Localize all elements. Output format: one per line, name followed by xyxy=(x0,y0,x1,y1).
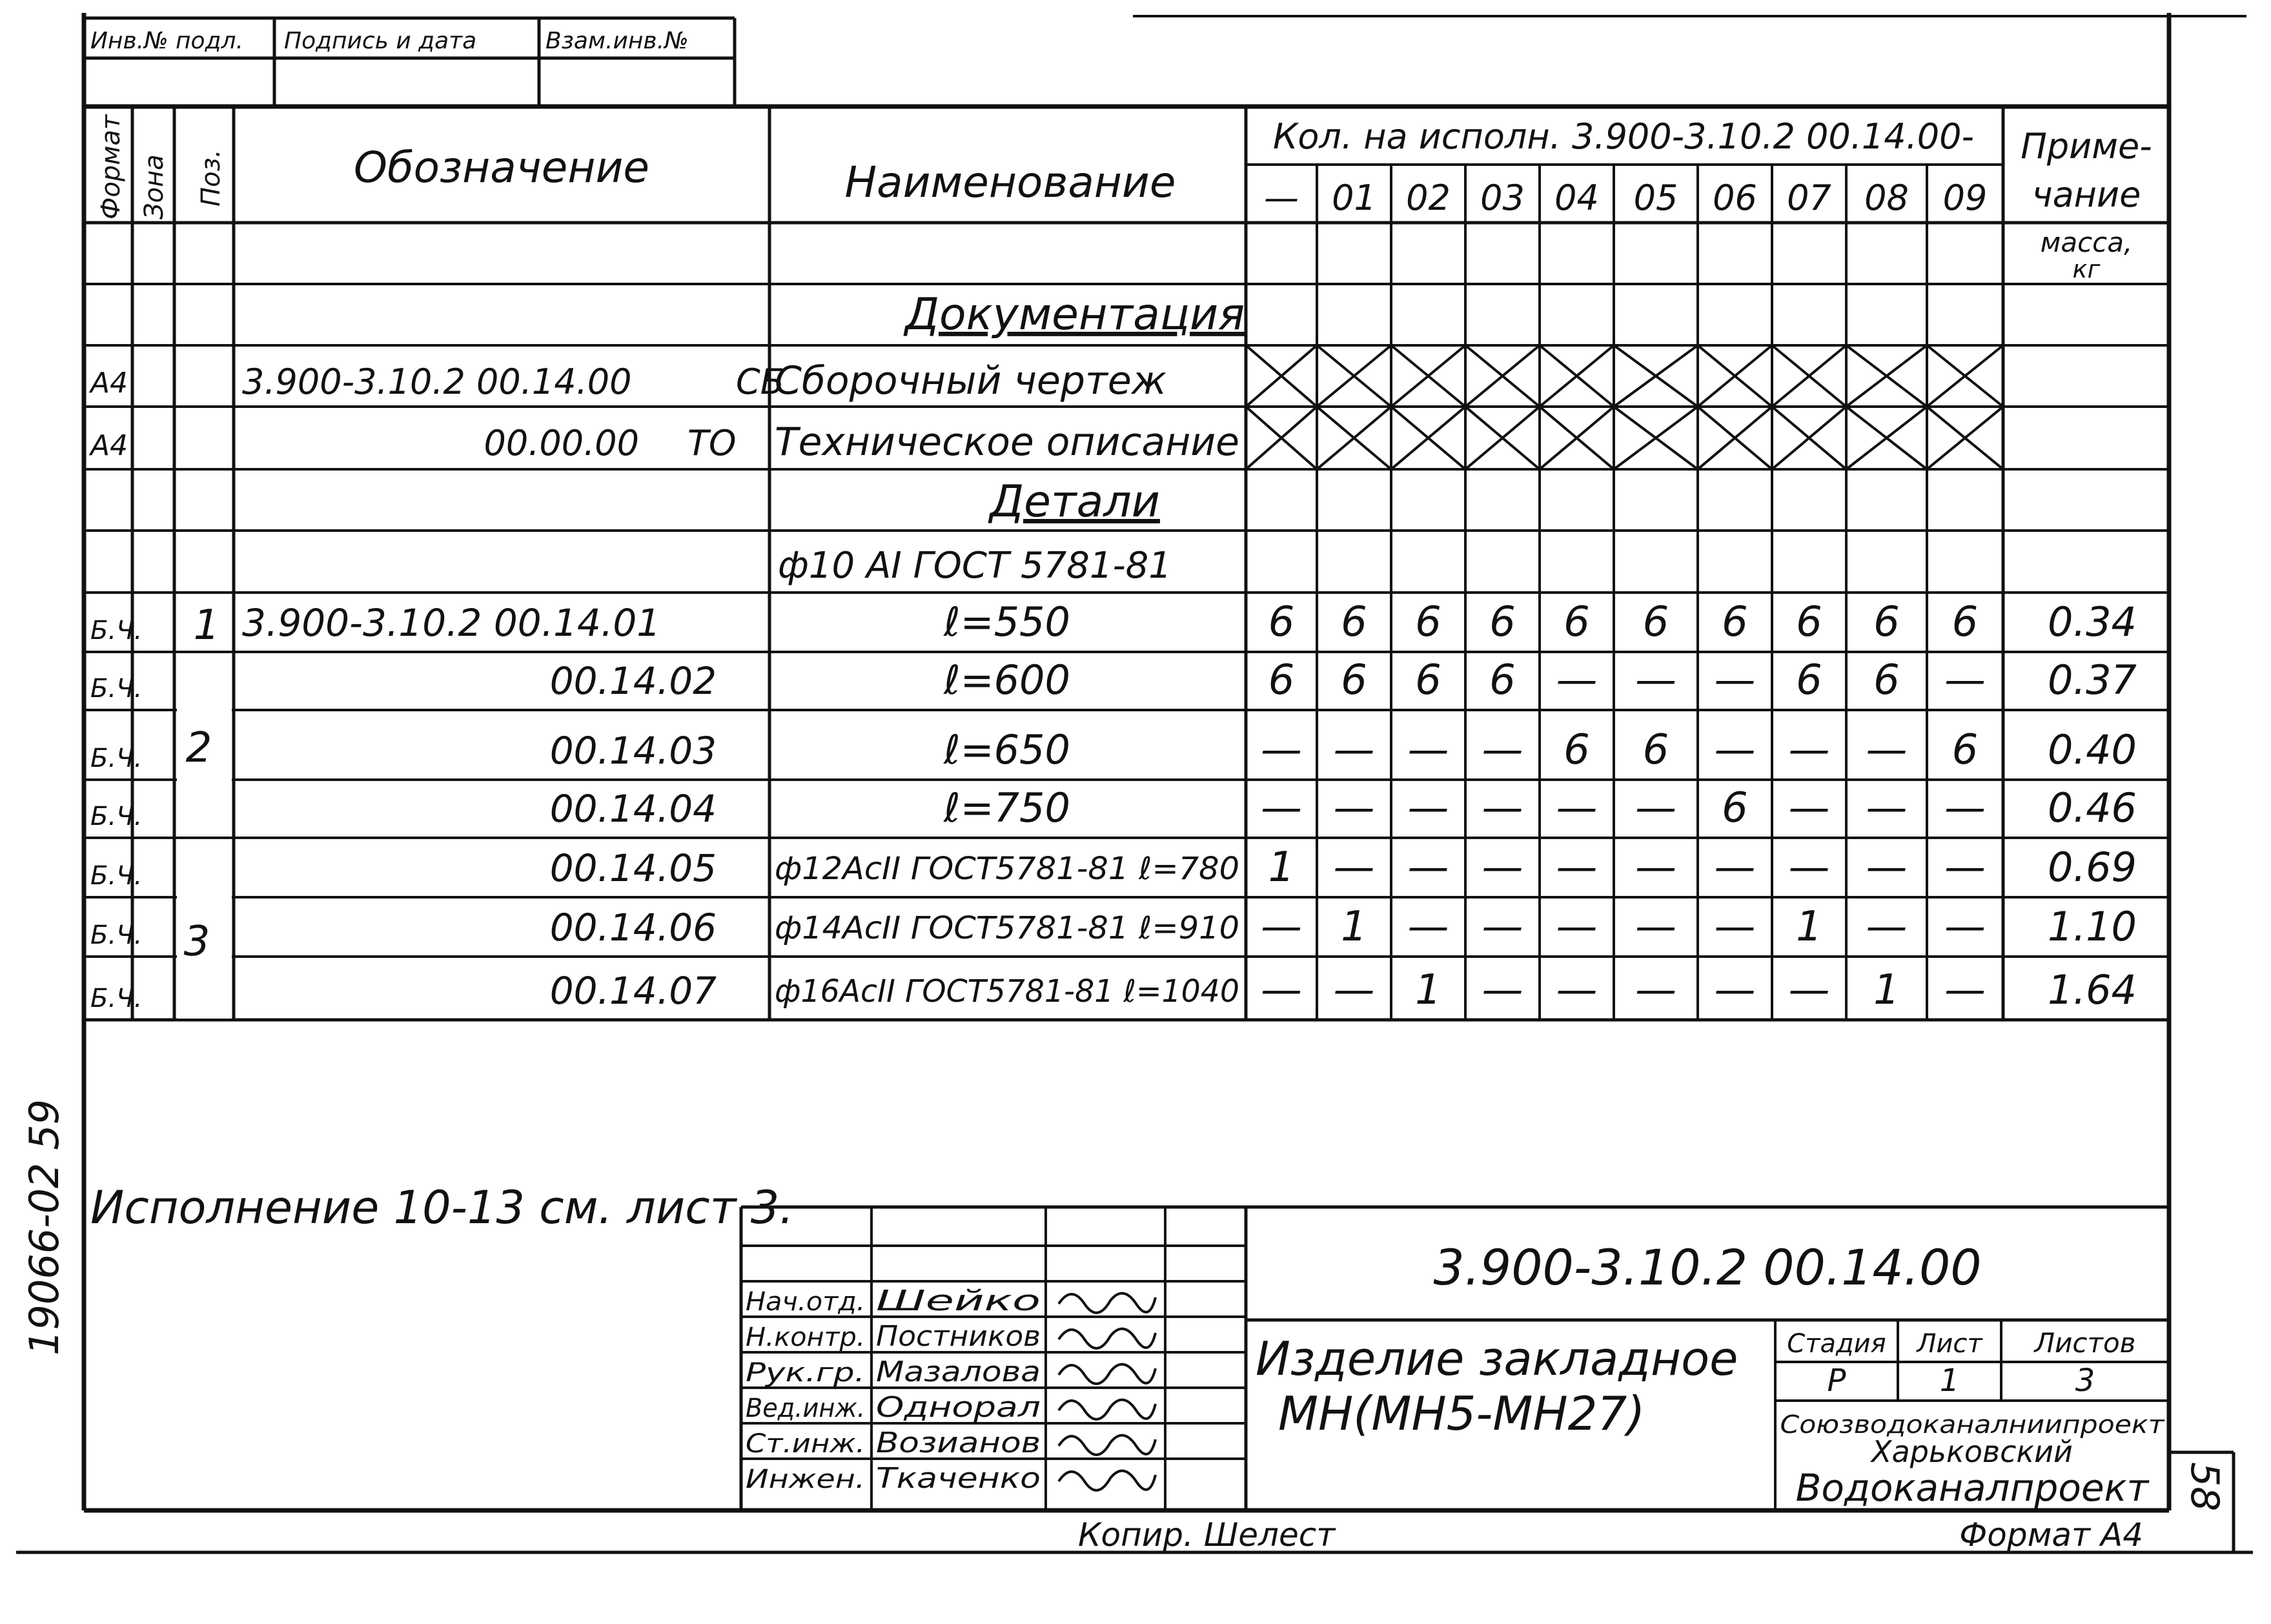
qty-cell: — xyxy=(1482,784,1523,832)
part-row xyxy=(90,656,2137,704)
doc-row-1-format: А4 xyxy=(90,367,128,400)
variant-header-5: 05 xyxy=(1633,178,1678,218)
stage-value: Р xyxy=(1827,1363,1846,1399)
qty-cell: — xyxy=(1556,656,1598,704)
sheets-value: 3 xyxy=(2075,1363,2095,1399)
qty-cell: 6 xyxy=(1796,598,1822,646)
stamp-podpis-data: Подпись и дата xyxy=(284,28,477,54)
doc-row-1-code: 3.900-3.10.2 00.14.00 xyxy=(242,361,632,402)
variant-header-2: 02 xyxy=(1406,178,1451,218)
part-name: ф12АсII ГОСТ5781-81 ℓ=780 xyxy=(775,851,1239,887)
qty-cell: — xyxy=(1261,784,1302,832)
part-name: ℓ=600 xyxy=(944,656,1070,704)
doc-row-2-name: Техническое описание xyxy=(775,420,1239,465)
qty-cell: — xyxy=(1482,726,1523,774)
qty-cell: — xyxy=(1788,784,1830,832)
qty-cell: — xyxy=(1333,844,1375,891)
qty-cell: 6 xyxy=(1873,656,1900,704)
qty-cell: 6 xyxy=(1951,726,1979,774)
qty-cell: — xyxy=(1944,656,1986,704)
part-mass: 0.34 xyxy=(2047,598,2137,645)
section-documentation: Документация xyxy=(904,289,1245,340)
side-number: 19066-02 59 xyxy=(21,1099,68,1355)
page-number: 58 xyxy=(2182,1462,2227,1512)
part-name: ф14АсII ГОСТ5781-81 ℓ=910 xyxy=(775,910,1239,946)
signer-name: Постников xyxy=(876,1320,1041,1353)
sheet-value: 1 xyxy=(1939,1363,1960,1399)
qty-cell: — xyxy=(1714,844,1756,891)
qty-cell: 6 xyxy=(1341,598,1367,646)
organization-line-3: Водоканалпроект xyxy=(1795,1466,2149,1510)
signer-role: Рук.гр. xyxy=(746,1358,865,1388)
title-block xyxy=(741,1207,2234,1552)
signer-name: Шейко xyxy=(876,1284,1041,1317)
variant-header-8: 08 xyxy=(1864,178,1909,218)
qty-cell: — xyxy=(1944,844,1986,891)
organization-line-2: Харьковский xyxy=(1871,1434,2073,1469)
header-naimenovanie: Наименование xyxy=(844,157,1176,207)
part-code: 00.14.05 xyxy=(549,846,717,890)
qty-cell: 6 xyxy=(1642,726,1669,774)
doc-row-2-suffix: ТО xyxy=(687,423,737,463)
note-text: Исполнение 10-13 см. лист 3. xyxy=(90,1181,794,1234)
part-row xyxy=(90,844,2137,891)
signature-scribble xyxy=(1059,1471,1156,1490)
qty-cell: — xyxy=(1944,903,1986,951)
qty-cell: — xyxy=(1788,844,1830,891)
qty-cell: 6 xyxy=(1489,598,1516,646)
qty-cell: — xyxy=(1714,656,1756,704)
header-massa-2: кг xyxy=(2072,255,2101,283)
qty-cell: — xyxy=(1714,726,1756,774)
part-format: Б.Ч. xyxy=(90,674,143,704)
qty-cell: — xyxy=(1635,844,1676,891)
qty-cell: 1 xyxy=(1268,844,1295,891)
variant-header-4: 04 xyxy=(1554,178,1599,218)
qty-cell: — xyxy=(1635,656,1676,704)
part-code: 00.14.07 xyxy=(549,969,717,1013)
stage-label: Стадия xyxy=(1787,1329,1886,1359)
qty-cell: — xyxy=(1261,966,1302,1014)
variant-header-1: 01 xyxy=(1332,178,1376,218)
part-row xyxy=(90,784,2137,832)
position-3: 3 xyxy=(183,918,210,966)
spec-headers xyxy=(96,114,2152,283)
signer-name: Мазалова xyxy=(876,1355,1041,1388)
qty-cell: 1 xyxy=(1873,966,1900,1014)
header-format: Формат xyxy=(96,114,126,219)
qty-cell: 6 xyxy=(1415,598,1441,646)
variant-headers xyxy=(1264,178,1987,218)
copied-by: Копир. Шелест xyxy=(1078,1516,1336,1554)
qty-cell: — xyxy=(1866,844,1908,891)
part-row xyxy=(90,966,2137,1014)
designation: 3.900-3.10.2 00.14.00 xyxy=(1433,1239,1982,1296)
part-name: ℓ=550 xyxy=(944,598,1070,645)
sheet-label: Лист xyxy=(1917,1329,1982,1359)
header-primechanie-1: Приме- xyxy=(2021,126,2152,167)
qty-cell: — xyxy=(1944,966,1986,1014)
variant-header-9: 09 xyxy=(1942,178,1988,218)
part-code: 00.14.04 xyxy=(549,787,717,831)
part-mass: 0.37 xyxy=(2047,656,2137,704)
header-zona: Зона xyxy=(139,154,169,219)
title-line-2: МН(МН5-МН27) xyxy=(1278,1386,1645,1441)
part-format: Б.Ч. xyxy=(90,861,143,891)
signature-scribble xyxy=(1059,1329,1156,1348)
position-1: 1 xyxy=(193,602,220,649)
qty-cell: 6 xyxy=(1796,656,1822,704)
qty-cell: 6 xyxy=(1563,598,1590,646)
signature-scribble xyxy=(1059,1400,1156,1419)
signer-name: Однорал xyxy=(876,1391,1041,1424)
qty-cell: 1 xyxy=(1796,903,1822,951)
position-2: 2 xyxy=(185,724,212,772)
part-row xyxy=(90,726,2137,774)
part-row xyxy=(90,903,2137,951)
qty-cell: — xyxy=(1714,903,1756,951)
header-kol-caption: Кол. на исполн. 3.900-3.10.2 00.14.00- xyxy=(1272,116,1975,157)
qty-cell: 6 xyxy=(1268,598,1295,646)
qty-cell: — xyxy=(1944,784,1986,832)
qty-cell: — xyxy=(1635,966,1676,1014)
part-code: 3.900-3.10.2 00.14.01 xyxy=(242,601,661,645)
qty-cell: 6 xyxy=(1341,656,1367,704)
qty-cell: — xyxy=(1407,903,1449,951)
qty-cell: — xyxy=(1556,903,1598,951)
part-format: Б.Ч. xyxy=(90,744,143,773)
variant-header-3: 03 xyxy=(1480,178,1525,218)
part-code: 00.14.06 xyxy=(549,906,717,949)
doc-rows xyxy=(88,358,1239,465)
qty-cell: — xyxy=(1556,966,1598,1014)
part-mass: 0.40 xyxy=(2047,726,2137,773)
qty-cell: 6 xyxy=(1722,784,1748,832)
qty-cell: 6 xyxy=(1489,656,1516,704)
qty-cell: — xyxy=(1407,726,1449,774)
qty-cell: 6 xyxy=(1873,598,1900,646)
qty-cell: — xyxy=(1788,726,1830,774)
header-oboznachenie: Обозначение xyxy=(354,143,649,192)
qty-cell: — xyxy=(1333,966,1375,1014)
qty-cell: — xyxy=(1333,784,1375,832)
signer-role: Ст.инж. xyxy=(746,1429,865,1459)
part-format: Б.Ч. xyxy=(90,984,143,1013)
qty-cell: 6 xyxy=(1563,726,1590,774)
qty-cell: 6 xyxy=(1722,598,1748,646)
part-format: Б.Ч. xyxy=(90,802,143,831)
signature-scribble xyxy=(1059,1365,1156,1384)
header-massa-1: масса, xyxy=(2040,227,2133,258)
part-format: Б.Ч. xyxy=(90,920,143,950)
doc-row-1-suffix: СБ xyxy=(736,361,784,402)
variant-header-6: 06 xyxy=(1713,178,1757,218)
signature-scribble xyxy=(1059,1436,1156,1455)
part-row xyxy=(90,598,2137,646)
qty-cell: — xyxy=(1407,844,1449,891)
qty-cell: 6 xyxy=(1951,598,1979,646)
part-mass: 1.64 xyxy=(2047,966,2137,1013)
qty-cell: — xyxy=(1866,784,1908,832)
qty-cell: 6 xyxy=(1642,598,1669,646)
signer-name: Возианов xyxy=(876,1426,1041,1459)
qty-cell: — xyxy=(1407,784,1449,832)
qty-cell: — xyxy=(1788,966,1830,1014)
qty-cell: — xyxy=(1866,726,1908,774)
signer-role: Вед.инж. xyxy=(746,1394,865,1423)
title-line-1: Изделие закладное xyxy=(1256,1332,1738,1386)
part-code: 00.14.03 xyxy=(549,729,717,773)
signer-name: Ткаченко xyxy=(876,1462,1041,1495)
format-label: Формат А4 xyxy=(1959,1516,2143,1554)
part-code: 00.14.02 xyxy=(549,659,717,703)
variant-header-7: 07 xyxy=(1787,178,1831,218)
qty-cell: — xyxy=(1261,903,1302,951)
qty-cell: — xyxy=(1261,726,1302,774)
part-mass: 0.46 xyxy=(2047,784,2137,831)
section-details: Детали xyxy=(990,476,1160,527)
top-stamp xyxy=(84,18,735,107)
qty-cell: 1 xyxy=(1341,903,1367,951)
doc-row-2-code: 00.00.00 xyxy=(484,423,639,463)
part-rows xyxy=(90,598,2137,1014)
stamp-vzam-inv: Взам.инв.№ xyxy=(545,28,689,54)
qty-cell: — xyxy=(1482,903,1523,951)
signer-role: Инжен. xyxy=(746,1465,865,1494)
qty-cell: — xyxy=(1635,903,1676,951)
part-name: ф16АсII ГОСТ5781-81 ℓ=1040 xyxy=(775,973,1239,1010)
organization-line-1: Союзводоканалниипроект xyxy=(1780,1410,2166,1439)
qty-cell: — xyxy=(1714,966,1756,1014)
qty-cell: — xyxy=(1556,784,1598,832)
qty-cell: — xyxy=(1556,844,1598,891)
section-material: ф10 АI ГОСТ 5781-81 xyxy=(778,545,1172,587)
part-format: Б.Ч. xyxy=(90,616,143,645)
signature-scribble xyxy=(1059,1294,1156,1313)
signer-role: Нач.отд. xyxy=(746,1287,865,1317)
qty-cell: 1 xyxy=(1415,966,1441,1014)
part-mass: 0.69 xyxy=(2047,844,2137,891)
part-name: ℓ=650 xyxy=(944,726,1070,773)
qty-cell: 6 xyxy=(1268,656,1295,704)
part-mass: 1.10 xyxy=(2047,903,2137,950)
qty-cell: — xyxy=(1482,844,1523,891)
header-poz: Поз. xyxy=(196,149,226,207)
header-primechanie-2: чание xyxy=(2032,174,2141,215)
variant-header-0: — xyxy=(1264,178,1299,218)
qty-cell: — xyxy=(1866,903,1908,951)
qty-cell: 6 xyxy=(1415,656,1441,704)
doc-row-2-format: А4 xyxy=(90,429,128,462)
signer-role: Н.контр. xyxy=(746,1323,865,1352)
part-name: ℓ=750 xyxy=(944,784,1070,831)
qty-cell: — xyxy=(1333,726,1375,774)
qty-cell: — xyxy=(1635,784,1676,832)
sheets-label: Листов xyxy=(2034,1327,2136,1359)
qty-cell: — xyxy=(1482,966,1523,1014)
stamp-inv-podl: Инв.№ подл. xyxy=(90,28,243,54)
doc-row-1-name: Сборочный чертеж xyxy=(775,358,1166,403)
